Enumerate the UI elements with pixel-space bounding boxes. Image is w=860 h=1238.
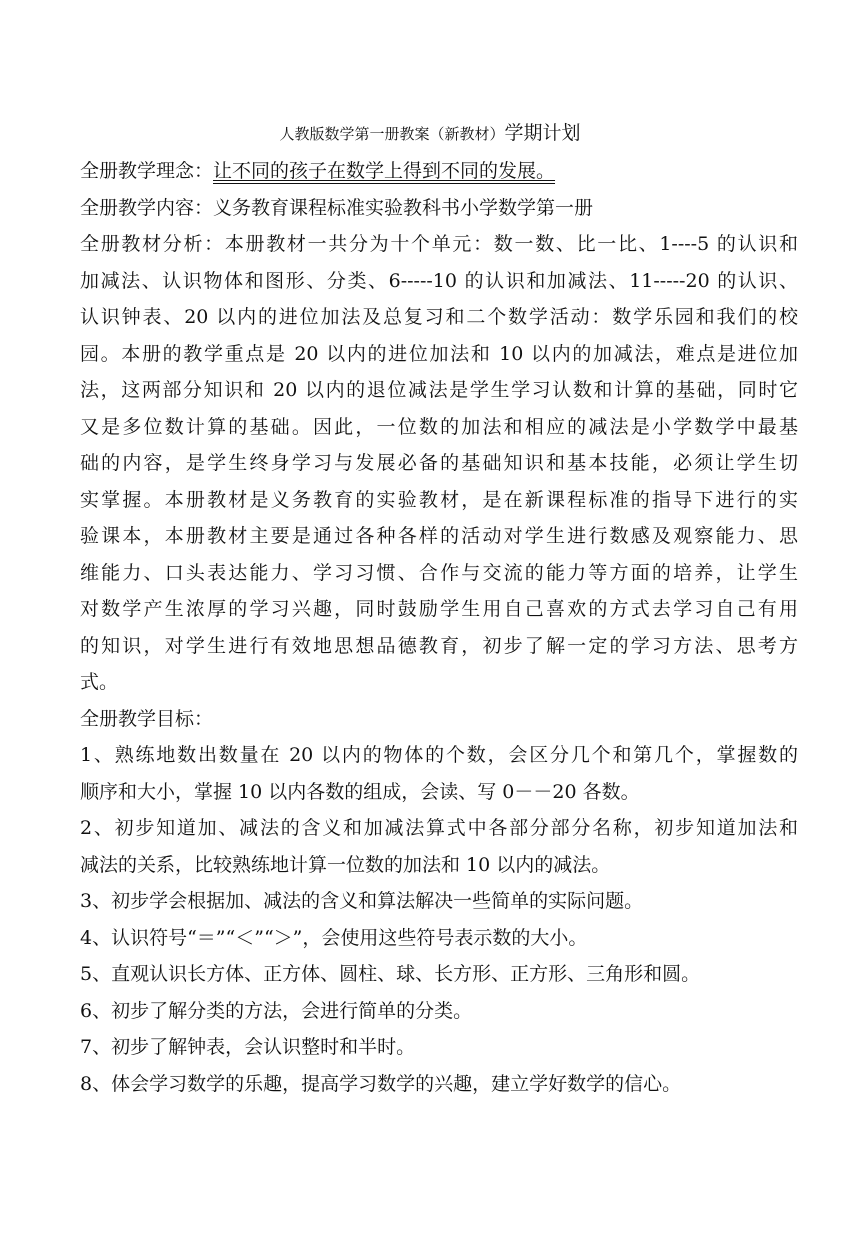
title-part-1: 人教版数学第一册教案（新教材） (279, 125, 505, 143)
analysis-line: 园。本册的教学重点是 20 以内的进位加法和 10 以内的加减法，难点是进位加 (80, 342, 798, 365)
title-part-2: 学期计划 (504, 122, 581, 144)
analysis-line: 维能力、口头表达能力、学习习惯、合作与交流的能力等方面的培养，让学生 (80, 561, 798, 584)
analysis-line: 加减法、认识物体和图形、分类、6-----10 的认识和加减法、11-----20 的认识、 (80, 269, 798, 292)
goal-line: 8、体会学习数学的乐趣，提高学习数学的兴趣，建立学好数学的信心。 (80, 1072, 682, 1095)
analysis-line: 法，这两部分知识和 20 以内的退位减法是学生学习认数和计算的基础，同时它 (80, 379, 798, 401)
document-body (80, 153, 798, 1102)
analysis-line: 式。 (80, 671, 119, 693)
analysis-line: 的知识，对学生进行有效地思想品德教育，初步了解一定的学习方法、思考方 (80, 634, 798, 657)
analysis-line: 对数学产生浓厚的学习兴趣，同时鼓励学生用自己喜欢的方式去学习自己有用 (80, 598, 798, 620)
goal-line: 6、初步了解分类的方法，会进行简单的分类。 (80, 999, 473, 1022)
analysis-line: 实掌握。本册教材是义务教育的实验教材，是在新课程标准的指导下进行的实 (80, 488, 798, 511)
goal-line: 1、熟练地数出数量在 20 以内的物体的个数，会区分几个和第几个，掌握数的 (80, 744, 798, 766)
analysis-line: 全册教材分析：本册教材一共分为十个单元：数一数、比一比、1----5 的认识和 (80, 233, 798, 255)
content-line: 全册教学内容：义务教育课程标准实验教科书小学数学第一册 (80, 196, 594, 219)
goals-list (80, 737, 798, 1102)
goal-line: 4、认识符号“＝”“＜”“＞”，会使用这些符号表示数的大小。 (80, 926, 588, 949)
goal-line: 顺序和大小，掌握 10 以内各数的组成，会读、写 0－－20 各数。 (80, 780, 640, 803)
document-title (0, 118, 860, 149)
concept-text: 让不同的孩子在数学上得到不同的发展。 (213, 160, 556, 182)
goals-label: 全册教学目标： (80, 707, 214, 730)
analysis-line: 认识钟表、20 以内的进位加法及总复习和二个数学活动：数学乐园和我们的校 (80, 306, 798, 328)
goal-line: 3、初步学会根据加、减法的含义和算法解决一些简单的实际问题。 (80, 890, 644, 912)
concept-label: 全册教学理念： (80, 160, 214, 182)
analysis-line: 础的内容，是学生终身学习与发展必备的基础知识和基本技能，必须让学生切 (80, 452, 798, 474)
analysis-paragraph (80, 226, 798, 701)
goal-line: 减法的关系，比较熟练地计算一位数的加法和 10 以内的减法。 (80, 853, 611, 876)
concept-line (80, 153, 798, 190)
analysis-line: 验课本，本册教材主要是通过各种各样的活动对学生进行数感及观察能力、思 (80, 525, 798, 547)
analysis-line: 又是多位数计算的基础。因此，一位数的加法和相应的减法是小学数学中最基 (80, 415, 798, 438)
goal-line: 7、初步了解钟表，会认识整时和半时。 (80, 1036, 416, 1058)
goal-line: 2、初步知道加、减法的含义和加减法算式中各部分部分名称，初步知道加法和 (80, 817, 798, 839)
goal-line: 5、直观认识长方体、正方体、圆柱、球、长方形、正方形、三角形和圆。 (80, 963, 701, 985)
